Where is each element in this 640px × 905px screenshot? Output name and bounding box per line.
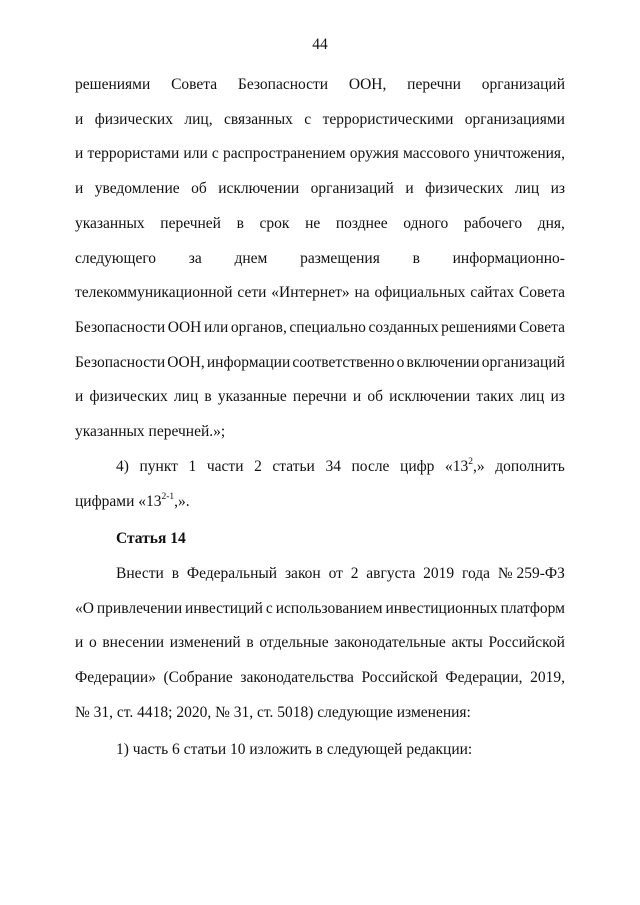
word: о	[88, 634, 97, 652]
word: информационно-	[452, 249, 565, 267]
word: акты	[451, 634, 483, 652]
text-line	[75, 450, 565, 485]
word: из	[550, 388, 565, 406]
word: из	[550, 180, 565, 198]
word: связанных	[224, 110, 293, 128]
word: и	[75, 180, 84, 198]
word: «О	[75, 599, 94, 617]
text-line	[75, 311, 565, 346]
text-line	[75, 380, 565, 415]
word: информации	[206, 353, 291, 371]
word: Федеральный	[186, 565, 278, 582]
article-heading	[75, 522, 565, 557]
word: года	[461, 565, 491, 582]
word: дополнить	[495, 458, 565, 475]
word: исключении	[389, 388, 471, 406]
word: (Собрание	[163, 669, 233, 687]
word: организациями	[464, 110, 565, 128]
word: 1	[188, 458, 197, 475]
word: физических	[89, 388, 168, 406]
text-line: № 31, ст. 4418; 2020, № 31, ст. 5018) следующие изменения:	[75, 703, 471, 721]
word: цифр	[400, 458, 435, 475]
word: физических	[94, 110, 173, 128]
word: и	[75, 634, 84, 652]
word: платформ	[500, 599, 565, 617]
word: включении	[406, 353, 480, 371]
word: и	[75, 145, 84, 163]
word: 2	[254, 458, 262, 475]
word: специально	[289, 318, 366, 336]
word: сети	[237, 284, 267, 302]
word: указанные	[217, 388, 287, 406]
word: физических	[425, 180, 504, 198]
word: одного	[403, 214, 449, 232]
word: организаций	[310, 180, 394, 198]
word: перечни	[292, 388, 347, 406]
word: августа	[366, 565, 416, 582]
page-number: 44	[312, 36, 328, 53]
word: Безопасности	[75, 318, 166, 336]
word: или	[203, 318, 229, 336]
word: уничтожения,	[473, 145, 565, 163]
text-line	[75, 661, 565, 696]
word: на	[354, 284, 370, 302]
word: Безопасности	[75, 353, 166, 371]
paragraph-item-1	[75, 733, 565, 768]
text-line	[75, 172, 565, 207]
text-segment: ,».	[174, 492, 190, 510]
word: Совета	[518, 284, 565, 302]
word: исключении	[218, 180, 300, 198]
word: рабочего	[463, 214, 523, 232]
word: созданных	[368, 318, 439, 336]
word: с	[304, 110, 312, 128]
word: ООН,	[167, 353, 205, 371]
word: закон	[284, 565, 321, 582]
text-line	[75, 68, 565, 103]
word: решениями	[75, 76, 151, 93]
text-line	[75, 592, 565, 627]
word: дня,	[537, 214, 565, 232]
word: 2019,	[530, 669, 565, 687]
word: 2	[350, 565, 359, 582]
word: и	[75, 110, 84, 128]
word: лиц,	[184, 110, 213, 128]
word: ООН,	[348, 76, 387, 93]
word: внесении	[102, 634, 165, 652]
word: органов,	[230, 318, 287, 336]
word: телекоммуникационной	[75, 284, 233, 302]
word: и	[352, 388, 362, 406]
word: Совета	[518, 318, 565, 336]
word: 34	[325, 458, 341, 475]
word: Безопасности	[237, 76, 329, 93]
word: днем	[234, 249, 268, 267]
word: законодательства	[240, 669, 354, 687]
word: о	[396, 353, 405, 371]
text-line	[75, 103, 565, 138]
word: в	[412, 249, 420, 267]
number-text: «13	[445, 458, 469, 475]
word: части	[206, 458, 244, 475]
word: лиц	[519, 388, 545, 406]
word: 4)	[116, 458, 129, 475]
word: решениями	[441, 318, 517, 336]
word: об	[191, 180, 207, 198]
word: и	[405, 180, 414, 198]
word: размещения	[300, 249, 380, 267]
text-line: 1) часть 6 статьи 10 изложить в следующей редакции:	[116, 741, 473, 758]
paragraph-continuation	[75, 68, 565, 450]
number-13-2	[445, 450, 485, 485]
word: Федерации»	[75, 669, 156, 687]
text-segment: цифрами «13	[75, 492, 162, 510]
word: распространением	[222, 145, 346, 163]
word: изменений	[169, 634, 241, 652]
word: официальных	[374, 284, 466, 302]
word: статьи	[272, 458, 315, 475]
word: не	[305, 214, 321, 232]
word: инвестиций	[185, 599, 263, 617]
superscript: 2-1	[161, 491, 175, 502]
word: перечней	[160, 214, 221, 232]
word: лиц	[173, 388, 199, 406]
word: указанных	[75, 214, 145, 232]
word: Российской	[488, 634, 565, 652]
word: массового	[402, 145, 470, 163]
paragraph-article-14	[75, 557, 565, 731]
word: Российской	[361, 669, 438, 687]
text-line	[75, 557, 565, 592]
word: оружия	[349, 145, 399, 163]
text-line	[75, 242, 565, 277]
word: Совета	[171, 76, 218, 93]
text-line	[75, 276, 565, 311]
text-line	[75, 485, 565, 520]
word: привлечении	[96, 599, 183, 617]
word: ООН	[167, 318, 202, 336]
word: Федерации,	[445, 669, 523, 687]
word: пункт	[139, 458, 178, 475]
word: перечни	[407, 76, 461, 93]
word: 2019	[423, 565, 455, 582]
word: таких	[476, 388, 514, 406]
word: об	[367, 388, 383, 406]
word: в	[171, 565, 180, 582]
word: следующего	[75, 249, 157, 267]
word: соответственно	[292, 353, 395, 371]
word: использованием	[275, 599, 383, 617]
word: законодательные	[334, 634, 446, 652]
word: террористическими	[322, 110, 454, 128]
text-line	[75, 207, 565, 242]
word: лиц	[514, 180, 540, 198]
word: сайтах	[470, 284, 515, 302]
word: в	[236, 214, 244, 232]
heading-text: Статья 14	[116, 530, 186, 547]
word: уведомление	[94, 180, 180, 198]
text-line	[75, 346, 565, 381]
word: Внести	[116, 565, 164, 582]
word: с	[265, 599, 273, 617]
word: в	[204, 388, 212, 406]
word: «Интернет»	[271, 284, 350, 302]
word: позднее	[335, 214, 388, 232]
word: или	[183, 145, 208, 163]
word: инвестиционных	[385, 599, 498, 617]
word: организаций	[481, 353, 565, 371]
superscript: 2	[468, 456, 473, 467]
word: террористами	[87, 145, 180, 163]
word: в	[246, 634, 254, 652]
text-line: указанных перечней.»;	[75, 423, 226, 441]
text-line	[75, 137, 565, 172]
word: после	[351, 458, 390, 475]
word: и	[75, 388, 84, 406]
text-line	[75, 626, 565, 661]
word: за	[188, 249, 202, 267]
word: от	[328, 565, 343, 582]
word: с	[211, 145, 219, 163]
word: организаций	[481, 76, 565, 93]
number-tail: ,»	[473, 458, 485, 475]
word: № 259-ФЗ	[497, 565, 565, 582]
word: срок	[259, 214, 290, 232]
word: отдельные	[259, 634, 329, 652]
paragraph-item-4	[75, 450, 565, 519]
